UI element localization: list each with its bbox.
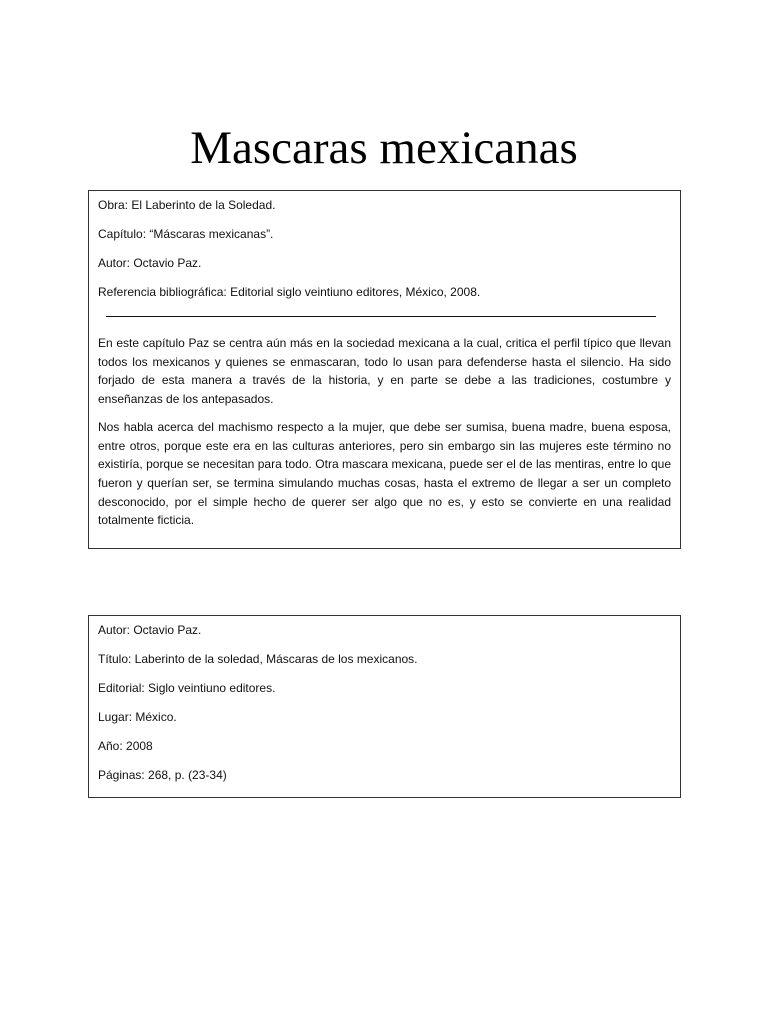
reference-line: Referencia bibliográfica: Editorial siglo veintiuno editores, México, 2008. bbox=[98, 285, 481, 299]
citation-box bbox=[88, 615, 681, 798]
divider-line bbox=[106, 316, 656, 317]
chapter-line: Capítulo: “Máscaras mexicanas”. bbox=[98, 227, 274, 241]
citation-publisher: Editorial: Siglo veintiuno editores. bbox=[98, 681, 276, 695]
summary-box bbox=[88, 190, 681, 549]
page-title: Mascaras mexicanas bbox=[190, 122, 578, 174]
citation-author: Autor: Octavio Paz. bbox=[98, 623, 202, 637]
work-line: Obra: El Laberinto de la Soledad. bbox=[98, 198, 276, 212]
citation-year: Año: 2008 bbox=[98, 739, 153, 753]
summary-paragraph-1: En este capítulo Paz se centra aún más en la sociedad mexicana a la cual, critica el perfil típico que llevan todos los mexicanos y quienes se enmascaran, todo lo usan para defenderse hasta el silencio. Ha sido forjado de esta manera a través de la historia, y en parte se debe a las tradiciones, costumbre y enseñanzas de los antepasados. bbox=[98, 336, 671, 407]
citation-title: Título: Laberinto de la soledad, Máscaras de los mexicanos. bbox=[98, 652, 418, 666]
author-line: Autor: Octavio Paz. bbox=[98, 256, 202, 270]
citation-place: Lugar: México. bbox=[98, 710, 177, 724]
summary-paragraph-2: Nos habla acerca del machismo respecto a la mujer, que debe ser sumisa, buena madre, buena esposa, entre otros, porque este era en las culturas anteriores, pero sin embargo sin las mujeres este término no existiría, porque se necesitan para todo. Otra mascara mexicana, puede ser el de las mentiras, entre lo que fueron y querían ser, se termina simulando muchas cosas, hasta el extremo de llegar a ser un completo desconocido, por el simple hecho de querer ser algo que no es, y esto se convierte en una realidad totalmente ficticia. bbox=[98, 419, 671, 528]
citation-pages: Páginas: 268, p. (23-34) bbox=[98, 768, 227, 782]
